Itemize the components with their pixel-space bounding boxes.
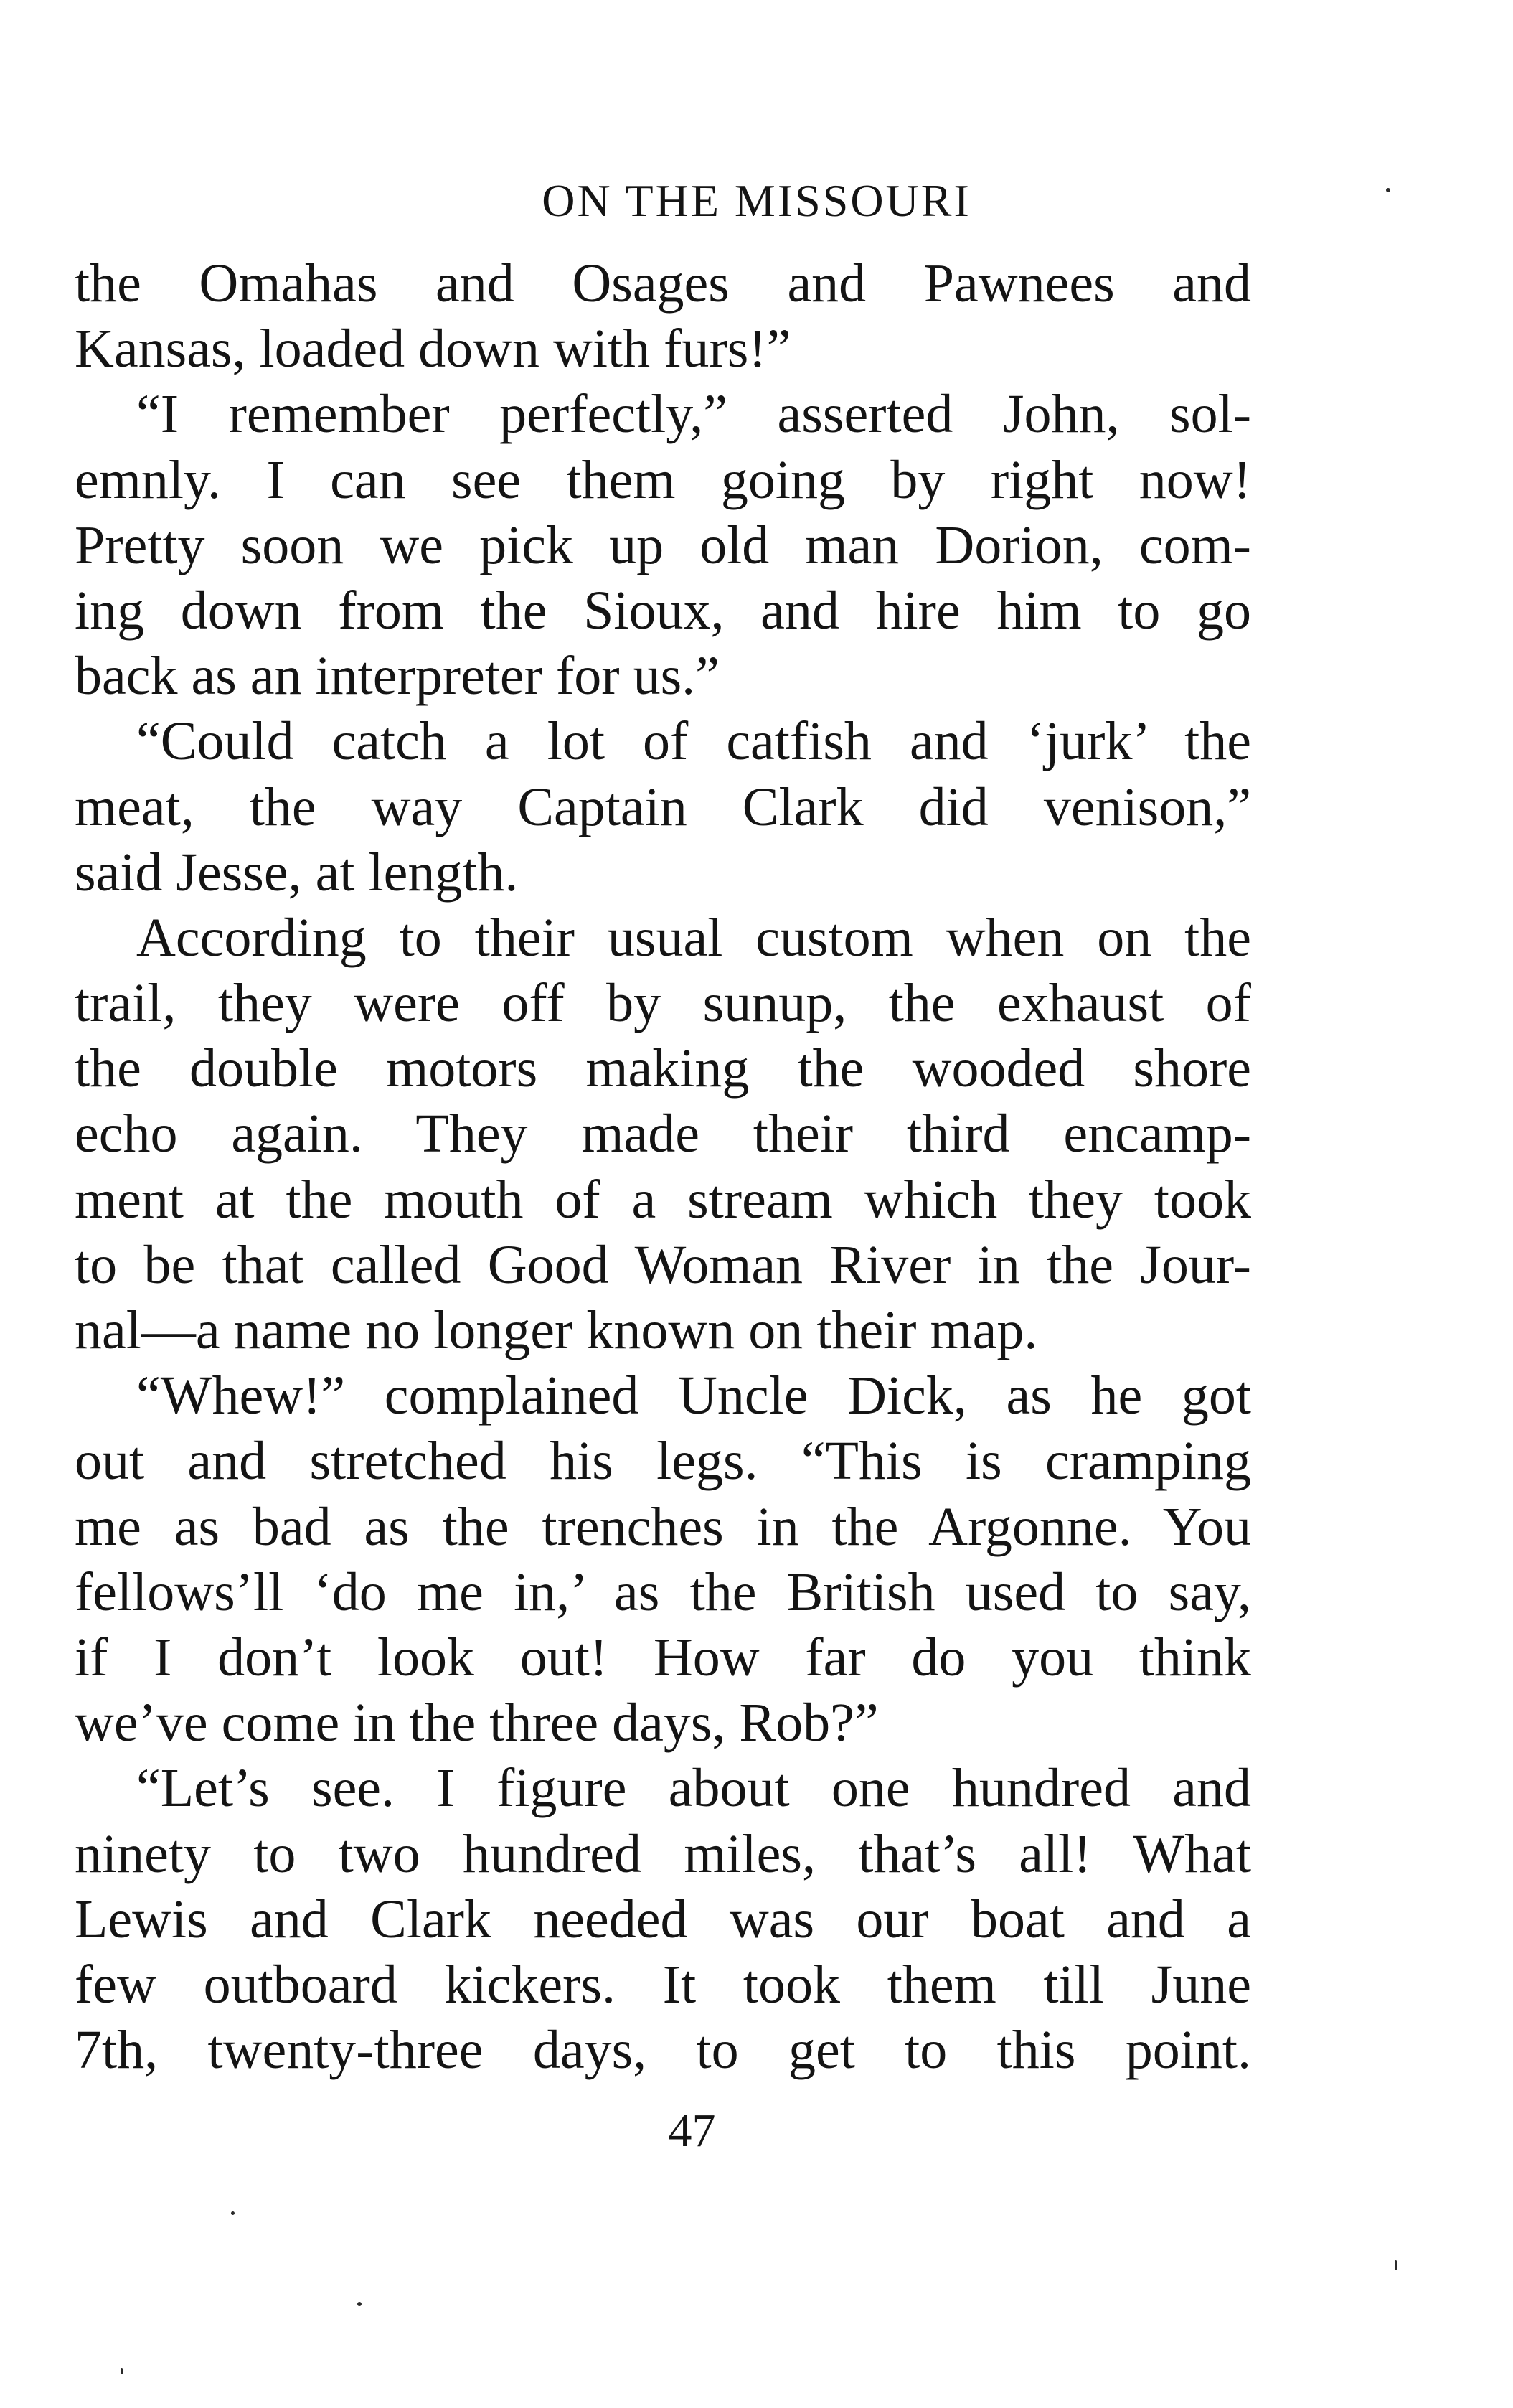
text-line: echo again. They made their third encamp-: [75, 1104, 1251, 1165]
text-line: out and stretched his legs. “This is cramping: [75, 1431, 1251, 1492]
text-line: 7th, twenty-three days, to get to this point.: [75, 2020, 1251, 2081]
text-line: “Could catch a lot of catfish and ‘jurk’ the: [136, 711, 1251, 772]
text-line: fellows’ll ‘do me in,’ as the British used to say,: [75, 1561, 1251, 1622]
text-line: said Jesse, at length.: [75, 842, 519, 903]
text-line: trail, they were off by sunup, the exhaust of: [75, 973, 1251, 1034]
text-line: meat, the way Captain Clark did venison,”: [75, 776, 1251, 837]
scan-speck: [121, 2368, 123, 2374]
text-line: “I remember perfectly,” asserted John, sol-: [136, 384, 1251, 445]
text-line: few outboard kickers. It took them till June: [75, 1954, 1251, 2015]
text-line: Lewis and Clark needed was our boat and a: [75, 1889, 1251, 1950]
page-number: 47: [668, 2104, 716, 2157]
scan-speck: [231, 2211, 235, 2215]
scan-speck: [1386, 188, 1390, 192]
text-line: According to their usual custom when on the: [136, 907, 1251, 968]
text-line: ment at the mouth of a stream which they took: [75, 1169, 1251, 1230]
text-line: ing down from the Sioux, and hire him to go: [75, 580, 1251, 641]
text-line: if I don’t look out! How far do you think: [75, 1627, 1251, 1688]
text-line: me as bad as the trenches in the Argonne. You: [75, 1496, 1251, 1557]
text-line: nal—a name no longer known on their map.: [75, 1300, 1038, 1360]
text-line: “Whew!” complained Uncle Dick, as he got: [136, 1365, 1251, 1426]
text-line: “Let’s see. I figure about one hundred and: [136, 1758, 1251, 1819]
text-line: we’ve come in the three days, Rob?”: [75, 1693, 879, 1754]
text-line: Kansas, loaded down with furs!”: [75, 319, 791, 380]
body-text: [75, 251, 1251, 2083]
text-line: the double motors making the wooded shore: [75, 1038, 1251, 1099]
text-line: back as an interpreter for us.”: [75, 646, 720, 707]
text-line: to be that called Good Woman River in the Jour-: [75, 1234, 1251, 1295]
text-line: Pretty soon we pick up old man Dorion, com-: [75, 514, 1251, 575]
text-line: ninety to two hundred miles, that’s all! What: [75, 1823, 1251, 1884]
scan-speck: [1395, 2260, 1397, 2270]
text-line: the Omahas and Osages and Pawnees and: [75, 253, 1251, 314]
text-line: emnly. I can see them going by right now!: [75, 449, 1251, 510]
scan-speck: [357, 2302, 362, 2306]
running-head: ON THE MISSOURI: [542, 175, 971, 226]
